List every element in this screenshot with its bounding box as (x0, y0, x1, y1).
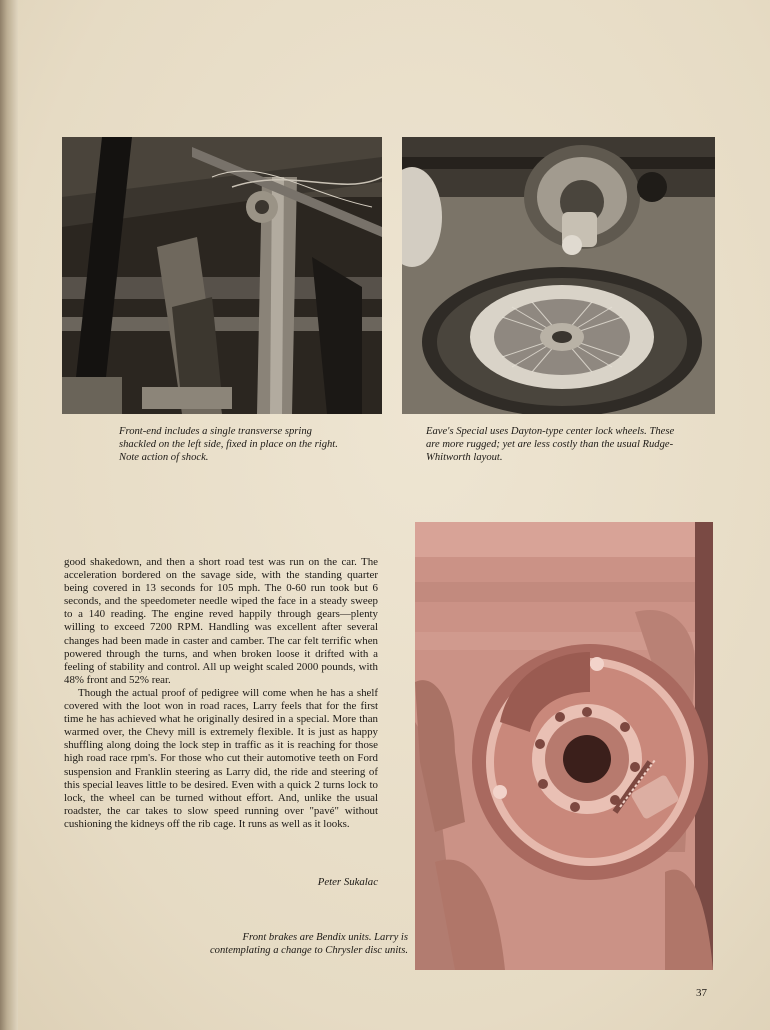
wheels-photo (402, 137, 715, 414)
page-binding-edge (0, 0, 18, 1030)
page-number: 37 (696, 987, 707, 999)
front-end-photo (62, 137, 382, 414)
article-paragraph: Though the actual proof of pedigree will come when he has a shelf covered with the loot won in road races, Larry feels that for the first time he has achieved what he originally desired in a special. More than warmed over, the Chevy mill is extremely flexible. It is just as happy shuffling along doing the lock step in traffic as it is reaching for those high road race rpm's. For those who cut their automotive teeth on Ford suspension and Franklin steering as Larry did, the ride and steering of this special leaves little to be desired. Even with a quick 2 turns lock to lock, the wheel can be turned without effort. And, unlike the usual roadster, the car takes to slow speed running over "pavé" without cushioning the kidneys off the rib cage. It runs as well as it looks. (64, 686, 378, 830)
wheels-caption: Eave's Special uses Dayton-type center lock wheels. These are more rugged; yet are less costly than the usual Rudge-Whitworth layout. (426, 426, 675, 463)
brakes-caption: Front brakes are Bendix units. Larry is contemplating a change to Chrysler disc units. (209, 932, 408, 956)
brakes-photo (415, 522, 713, 970)
author-byline: Peter Sukalac (317, 876, 378, 888)
article-body (64, 556, 378, 831)
front-end-caption: Front-end includes a single transverse spring shackled on the left side, fixed in place on the right. Note action of shock. (119, 426, 338, 463)
article-paragraph: good shakedown, and then a short road test was run on the car. The acceleration bordered on the savage side, with the standing quarter being covered in 13 seconds for 105 mph. The 0-60 run took but 6 seconds, and the speedometer needle wiped the face in a steady sweep to a 140 reading. The engine reved happily through gears—plenty willing to exceed 7200 RPM. Handling was excellent after several changes had been made in caster and camber. The car felt terrific when powered through the turns, and when broken loose it drifted with a feeling of stability and control. All up weight scaled 2000 pounds, with 48% front and 52% rear. (64, 556, 378, 686)
